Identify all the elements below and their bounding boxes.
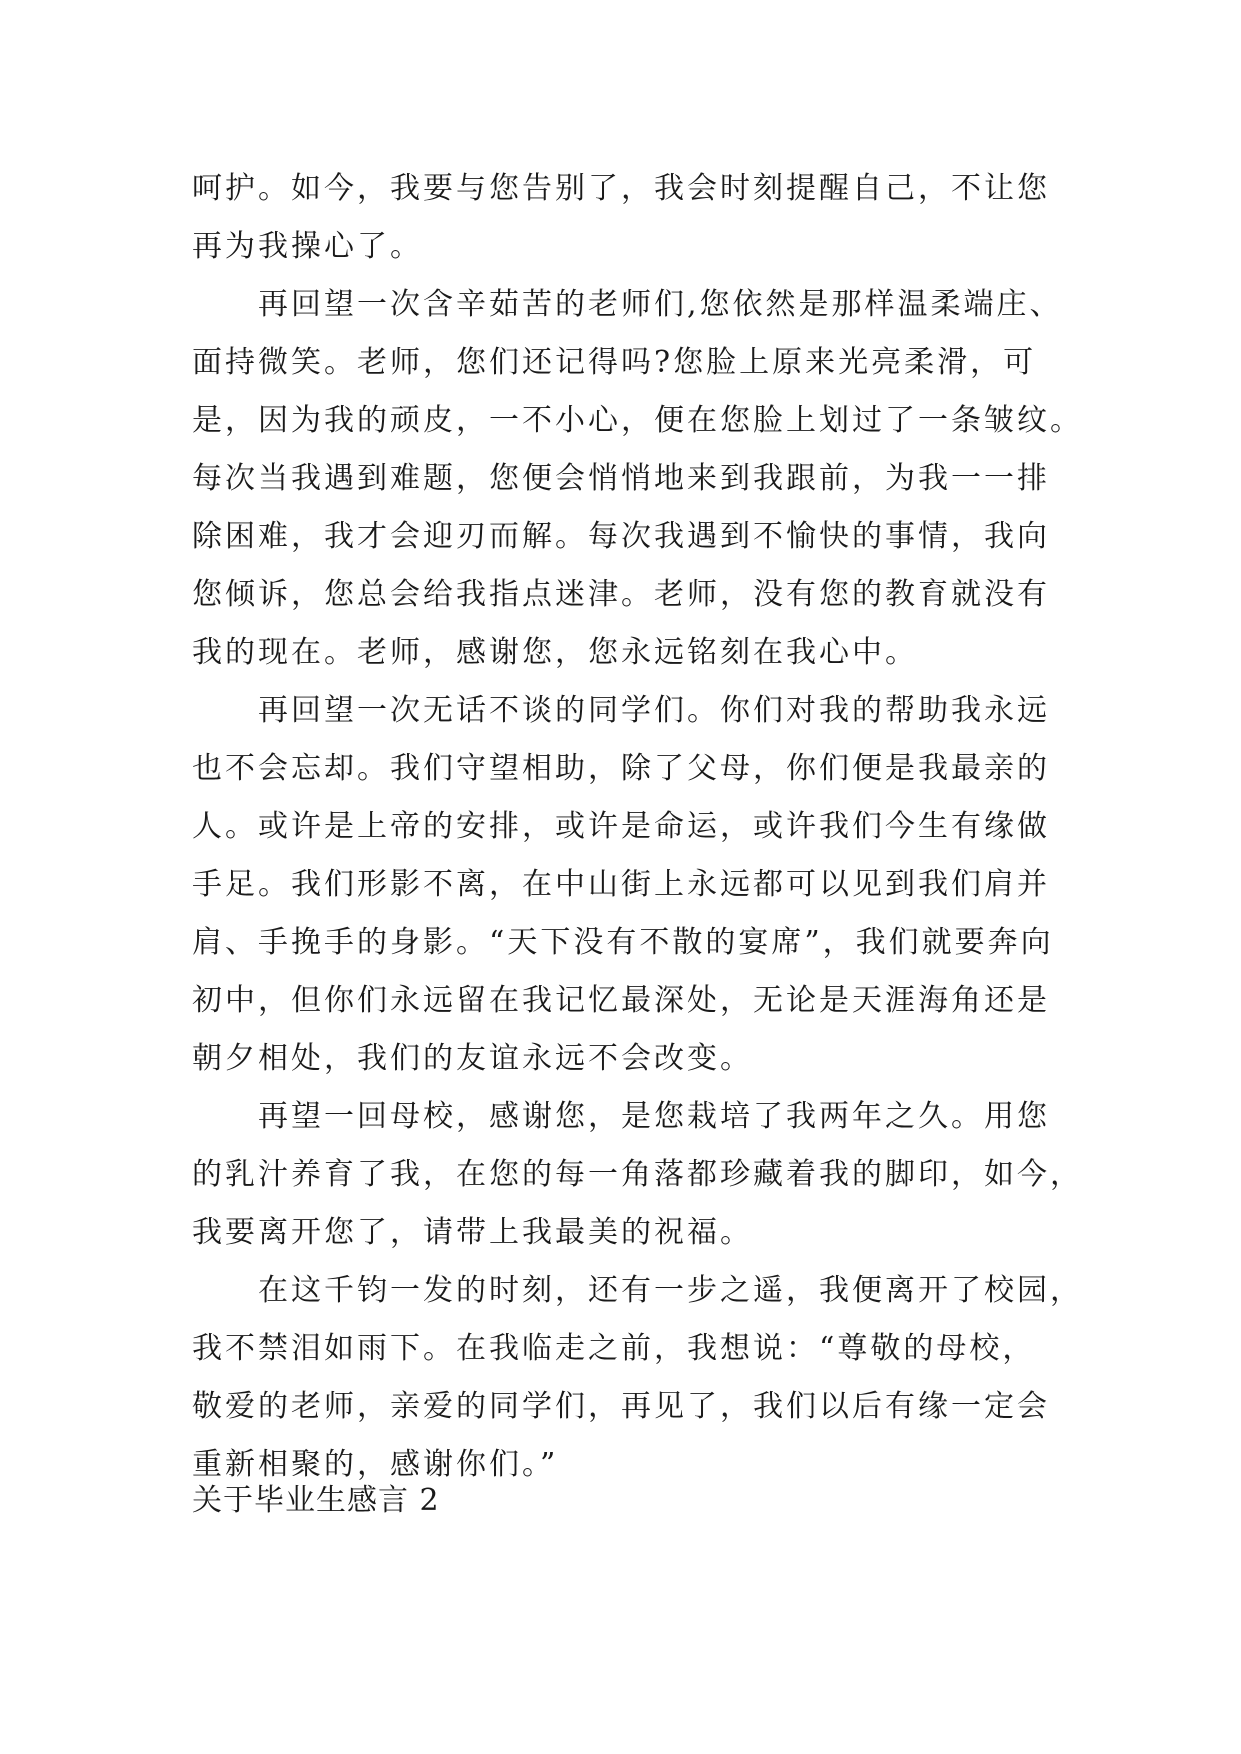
- text-line: 是，因为我的顽皮，一不小心，便在您脸上划过了一条皱纹。: [192, 403, 1083, 438]
- text-line: 每次当我遇到难题，您便会悄悄地来到我跟前，为我一一排: [192, 461, 1050, 496]
- text-line: 手足。我们形影不离，在中山街上永远都可以见到我们肩并: [192, 867, 1050, 902]
- text-line: 朝夕相处，我们的友谊永远不会改变。: [192, 1041, 753, 1076]
- text-line: 也不会忘却。我们守望相助，除了父母，你们便是我最亲的: [192, 751, 1050, 786]
- text-line: 的乳汁养育了我，在您的每一角落都珍藏着我的脚印，如今，: [192, 1157, 1083, 1192]
- text-line: 呵护。如今，我要与您告别了，我会时刻提醒自己，不让您: [192, 171, 1050, 206]
- text-line: 我要离开您了，请带上我最美的祝福。: [192, 1215, 753, 1250]
- text-line: 我的现在。老师，感谢您，您永远铭刻在我心中。: [192, 635, 918, 670]
- body-text: [192, 160, 1092, 1494]
- section-heading: 关于毕业生感言 2: [192, 1483, 440, 1518]
- text-line: 除困难，我才会迎刃而解。每次我遇到不愉快的事情，我向: [192, 519, 1050, 554]
- text-line: 重新相聚的，感谢你们。”: [192, 1447, 559, 1482]
- paragraph-first-line: 再回望一次含辛茹苦的老师们,您依然是那样温柔端庄、: [258, 287, 1063, 322]
- text-line: 再为我操心了。: [192, 229, 423, 264]
- text-line: 初中，但你们永远留在我记忆最深处，无论是天涯海角还是: [192, 983, 1050, 1018]
- paragraph-first-line: 在这千钧一发的时刻，还有一步之遥，我便离开了校园，: [258, 1273, 1083, 1308]
- text-line: 我不禁泪如雨下。在我临走之前，我想说：“尊敬的母校，: [192, 1331, 1036, 1366]
- paragraph-first-line: 再望一回母校，感谢您，是您栽培了我两年之久。用您: [258, 1099, 1050, 1134]
- text-line: 敬爱的老师，亲爱的同学们，再见了，我们以后有缘一定会: [192, 1389, 1050, 1424]
- text-line: 人。或许是上帝的安排，或许是命运，或许我们今生有缘做: [192, 809, 1050, 844]
- paragraph-first-line: 再回望一次无话不谈的同学们。你们对我的帮助我永远: [258, 693, 1050, 728]
- text-line: 您倾诉，您总会给我指点迷津。老师，没有您的教育就没有: [192, 577, 1050, 612]
- text-line: 面持微笑。老师，您们还记得吗?您脸上原来光亮柔滑，可: [192, 345, 1037, 380]
- text-line: 肩、手挽手的身影。“天下没有不散的宴席”，我们就要奔向: [192, 925, 1054, 960]
